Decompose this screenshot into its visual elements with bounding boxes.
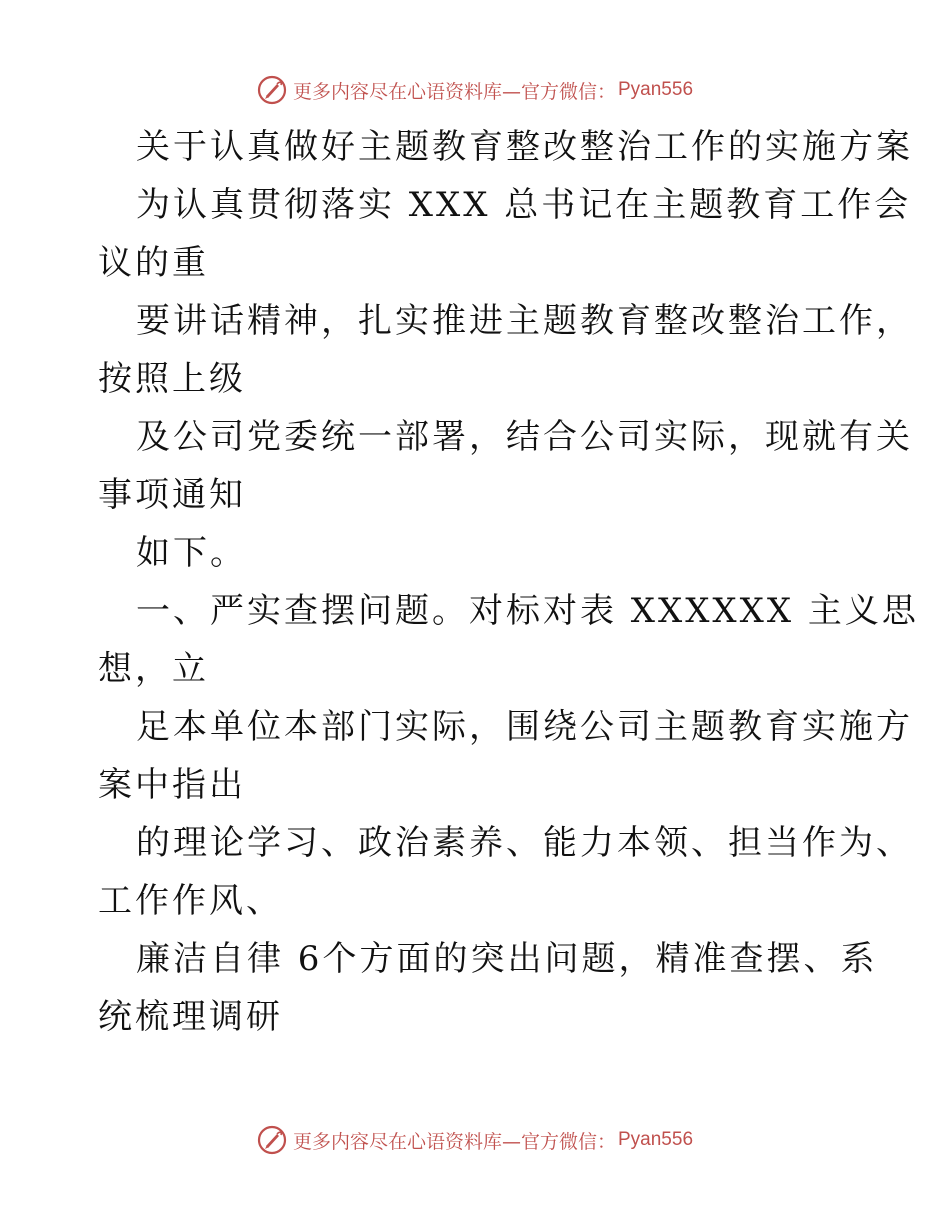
line-rest: 事项通知 xyxy=(98,475,246,515)
banner-wechat-id: Pyan556 xyxy=(618,79,694,100)
paragraph-line xyxy=(98,292,913,408)
banner-label: 更多内容尽在心语资料库—官方微信： xyxy=(292,80,616,103)
line-first: 及公司党委统一部署，结合公司实际，现就有关 xyxy=(136,417,913,457)
paragraph-line xyxy=(98,698,913,814)
line-rest: 按照上级 xyxy=(98,359,246,399)
document-title xyxy=(98,118,913,176)
line-first: 为认真贯彻落实 XXX 总书记在主题教育工作会 xyxy=(136,185,912,225)
line-first: 足本单位本部门实际，围绕公司主题教育实施方 xyxy=(136,707,913,747)
paragraph-line xyxy=(98,524,858,582)
title-text: 关于认真做好主题教育整改整治工作的实施方案 xyxy=(136,127,913,167)
paragraph-line xyxy=(98,582,919,698)
document-body xyxy=(98,118,919,1046)
paragraph-line xyxy=(98,408,913,524)
line-rest: 工作作风、 xyxy=(98,881,283,921)
paragraph-line xyxy=(98,814,913,930)
line-first: 如下。 xyxy=(136,533,247,573)
banner-wechat-id: Pyan556 xyxy=(618,1129,694,1150)
line-first: 一、严实查摆问题。对标对表 XXXXXX 主义思 xyxy=(136,591,919,631)
line-rest: 想，立 xyxy=(98,649,209,689)
line-first: 的理论学习、政治素养、能力本领、担当作为、 xyxy=(136,823,913,863)
header-banner xyxy=(0,70,950,110)
line-first: 要讲话精神，扎实推进主题教育整改整治工作， xyxy=(136,301,913,341)
line-rest: 统梳理调研 xyxy=(98,997,283,1037)
banner-label: 更多内容尽在心语资料库—官方微信： xyxy=(292,1130,616,1153)
footer-banner xyxy=(0,1120,950,1160)
line-rest: 议的重 xyxy=(98,243,209,283)
paragraph-line xyxy=(98,176,912,292)
line-first: 廉洁自律 6个方面的突出问题，精准查摆、系 xyxy=(136,939,878,979)
line-rest: 案中指出 xyxy=(98,765,246,805)
quill-pen-logo-icon xyxy=(257,1125,287,1155)
quill-pen-logo-icon xyxy=(257,75,287,105)
paragraph-line xyxy=(98,930,878,1046)
